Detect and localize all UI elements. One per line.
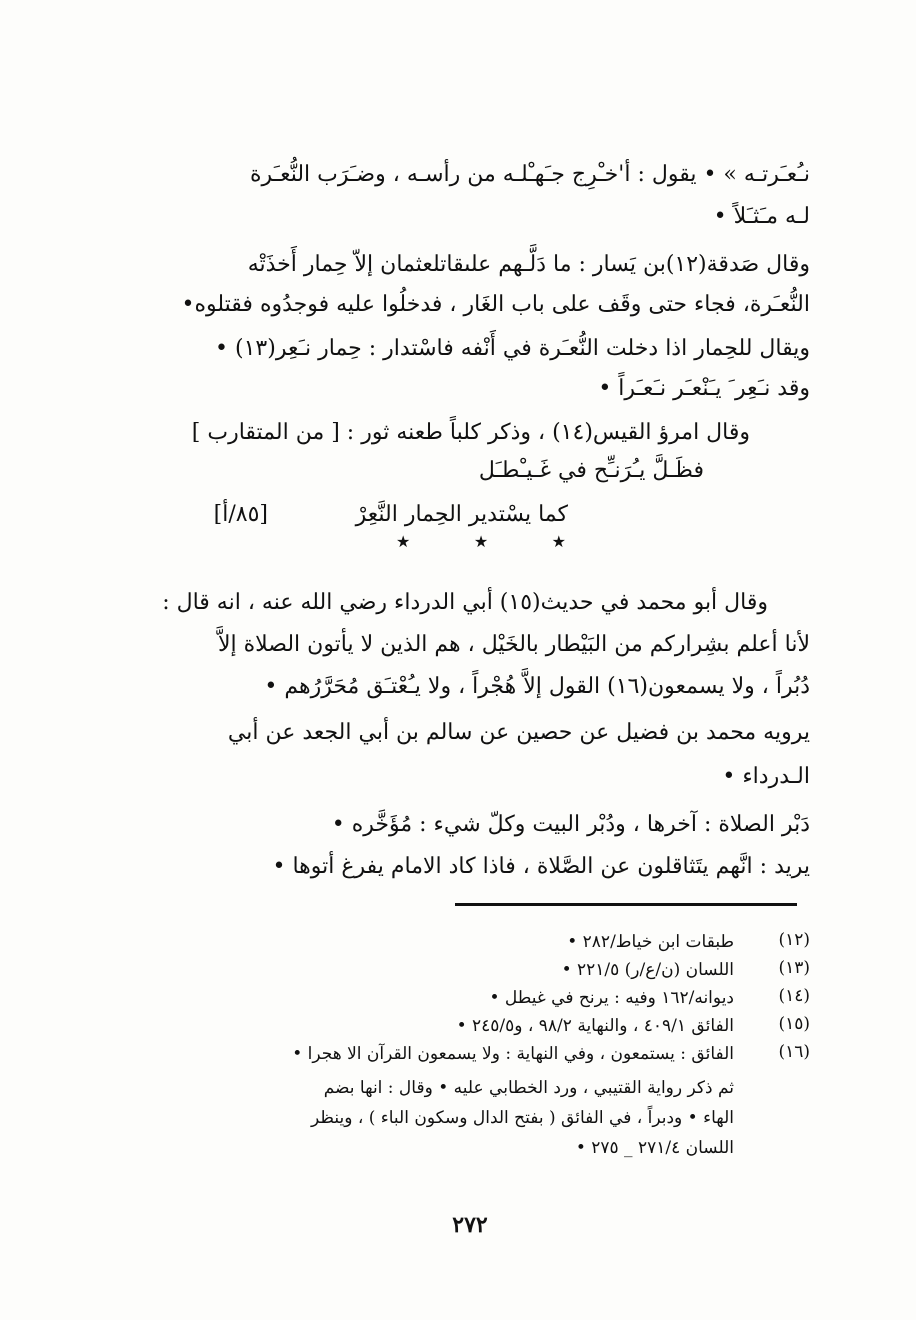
footnote-text: الفائق ٤٠٩/١ ، والنهاية ٩٨/٢ ، و٢٤٥/٥ • [456,1016,734,1036]
footnote-number: (١٥) [778,1014,810,1034]
star-icon: ★ [551,532,566,551]
text-line-13: دَبْر الصلاة : آخرها ، ودُبْر البيت وكلّ شيء : مُؤَخَّره • [331,812,810,837]
text-line-8: وقال أبو محمد في حديث(١٥) أبي الدرداء رضي الله عنه ، انه قال : [162,590,768,615]
poem-verse-1: فظَـلَّ يـُرَنـِّح في غَـيـْطـَل [478,458,704,483]
footnote-number: (١٤) [778,986,810,1006]
star-icon: ★ [473,532,489,551]
page-number: ٢٧٢ [452,1212,488,1238]
footnote-text: ثم ذكر رواية القتيبي ، ورد الخطابي عليه • وقال : انها بضم [323,1078,734,1098]
footnote-text: اللسان ٢٧١/٤ _ ٢٧٥ • [575,1138,734,1158]
section-separator [396,532,566,551]
star-icon: ★ [396,532,411,551]
text-line-7: وقال امرؤ القيس(١٤) ، وذكر كلباً طعنه ثور : [ من المتقارب ] [191,420,750,445]
poem-verse-2: كما يسْتدير الحِمار النَّعِرْ [355,502,568,527]
footnote-text: اللسان (ن/ع/ر) ٢٢١/٥ • [561,960,734,980]
footnote-number: (١٢) [778,930,810,950]
text-line-10: دُبُراً ، ولا يسمعون(١٦) القول إلاَّ هُجْراً ، ولا يـُعْتـَق مُحَرَّرُهم • [264,674,810,699]
text-line-1: نـُعـَرتـه » • يقول : أ'خـْرِج جـَهـْلـه من رأسـه ، وضـَرَب النُّعـَرة [249,162,810,187]
footnote-number: (١٦) [778,1042,810,1062]
text-line-14: يريد : انَّهم يتَثاقلون عن الصَّلاة ، فاذا كاد الامام يفرغ أتوها • [272,854,810,879]
folio-marker: [٨٥/أ] [213,502,268,527]
footnote-number: (١٣) [778,958,810,978]
text-line-11: يرويه محمد بن فضيل عن حصين عن سالم بن أبي الجعد عن أبي [227,720,810,745]
footnote-text: الهاء • ودبراً ، في الفائق ( بفتح الدال وسكون الباء ) ، وينظر [311,1108,734,1128]
footnote-text: طبقات ابن خياط/٢٨٢ • [567,932,734,952]
text-line-3: وقال صَدقة(١٢)بن يَسار : ما دَلَّـهم علىقاتلعثمان إلاّ حِمار أَخذَتْه [247,252,810,277]
footnote-text: الفائق : يستمعون ، وفي النهاية : ولا يسمعون القرآن الا هجرا • [292,1044,734,1064]
text-line-4: النُّعـَرة، فجاء حتى وقَف على باب الغَار ، فدخلُوا عليه فوجدُوه فقتلوه• [181,292,810,317]
text-line-9: لأنا أعلم بشِراركم من البَيْطار بالخَيْل ، هم الذين لا يأتون الصلاة إلاَّ [217,632,810,657]
text-line-2: لـه مـَثـَلاً • [713,204,810,229]
text-line-5: ويقال للحِمار اذا دخلت النُّعـَرة في أَنْفه فاسْتدار : حِمار نـَعِر(١٣) • [215,336,810,361]
text-line-6: وقد نـَعِر َ يـَنْعـَر نـَعـَراً • [598,376,810,401]
footnote-text: ديوانه/١٦٢ وفيه : يرنح في غيطل • [489,988,734,1008]
text-line-12: الـدرداء • [722,764,810,789]
footnote-divider [455,903,797,906]
